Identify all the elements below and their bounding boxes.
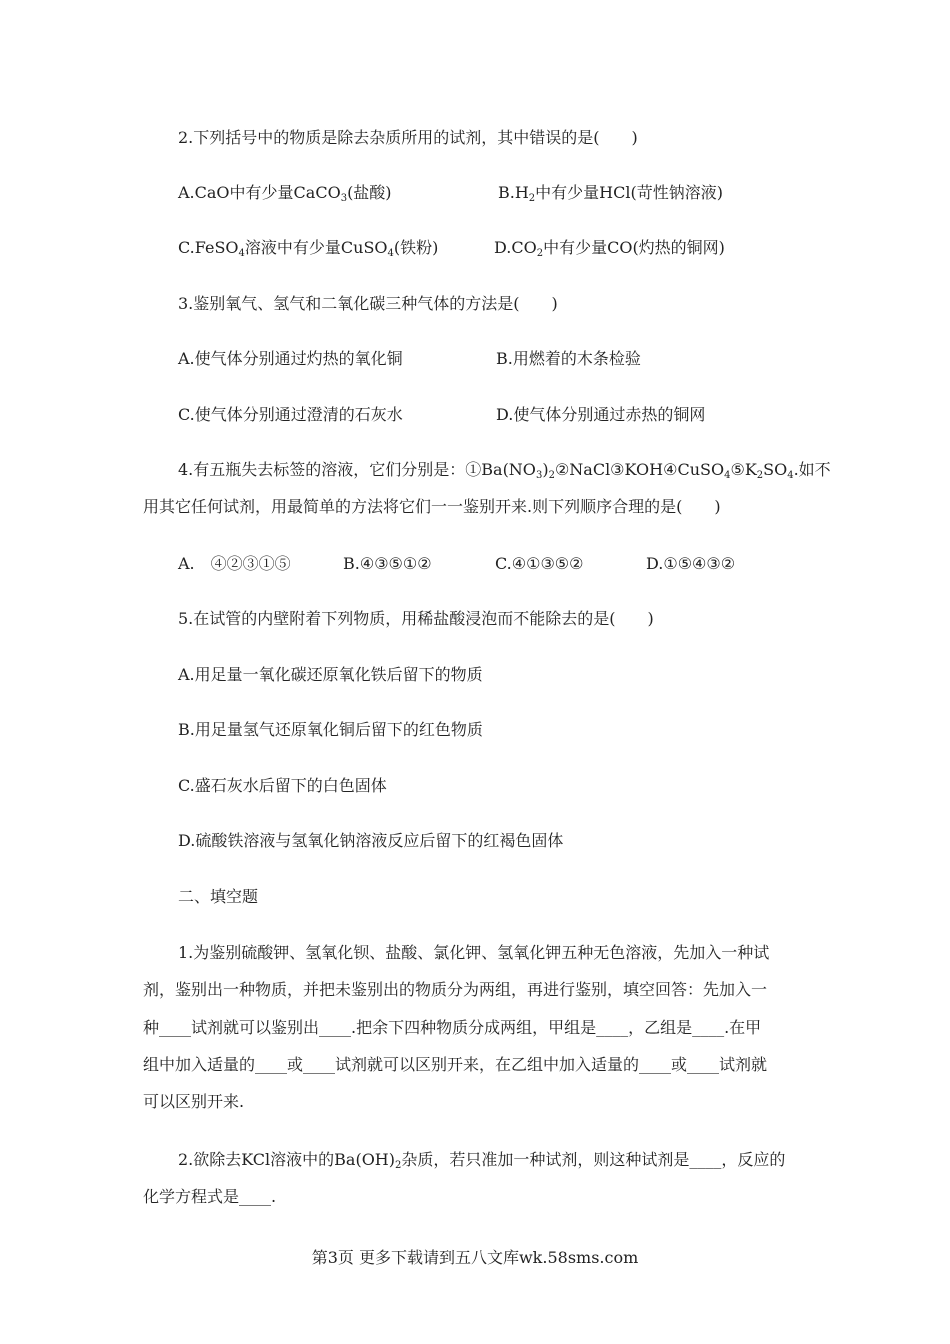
q4-option-a: A. ④②③①⑤ bbox=[178, 554, 291, 573]
q2-option-b: $B.H_2$中有少量HCl(苛性钠溶液) bbox=[498, 183, 723, 204]
q3-option-a: A.使气体分别通过灼热的氧化铜 bbox=[178, 349, 403, 368]
f1-line2: 剂，鉴别出一种物质，并把未鉴别出的物质分为两组，再进行鉴别，填空回答：先加入一 bbox=[143, 980, 768, 999]
q4-stem-line2: 用其它任何试剂，用最简单的方法将它们一一鉴别开来.则下列顺序合理的是( ) bbox=[143, 497, 721, 516]
q4-stem-line1: 4.有五瓶失去标签的溶液，它们分别是：$①Ba(NO_3)_2②NaCl③KOH④CuSO_4⑤K_2SO_4$.如不 bbox=[178, 460, 831, 481]
q5-option-d: D.硫酸铁溶液与氢氧化钠溶液反应后留下的红褐色固体 bbox=[178, 831, 564, 850]
f1-line1: 1.为鉴别硫酸钾、氢氧化钡、盐酸、氯化钾、氢氧化钾五种无色溶液，先加入一种试 bbox=[178, 943, 770, 962]
f1-line3: 种____试剂就可以鉴别出____.把余下四种物质分成两组，甲组是____，乙组是____.在甲 bbox=[143, 1018, 762, 1037]
q4-option-d: D.①⑤④③② bbox=[646, 554, 736, 573]
q5-stem: 5.在试管的内壁附着下列物质，用稀盐酸浸泡而不能除去的是( ) bbox=[178, 609, 654, 628]
q2-option-c: C.FeSO$_4$溶液中有少量CuSO$_4$(铁粉) bbox=[178, 238, 439, 259]
q2-option-a: A.CaO中有少量CaCO$_3$(盐酸) bbox=[178, 183, 392, 204]
f1-line4: 组中加入适量的____或____试剂就可以区别开来，在乙组中加入适量的____或____试剂就 bbox=[143, 1055, 768, 1074]
q5-option-b: B.用足量氢气还原氧化铜后留下的红色物质 bbox=[178, 720, 483, 739]
f1-line5: 可以区别开来. bbox=[143, 1092, 245, 1111]
section-heading: 二、填空题 bbox=[178, 887, 259, 906]
q2-stem: 2.下列括号中的物质是除去杂质所用的试剂，其中错误的是( ) bbox=[178, 128, 638, 147]
q3-option-b: B.用燃着的木条检验 bbox=[496, 349, 641, 368]
q3-option-d: D.使气体分别通过赤热的铜网 bbox=[496, 405, 706, 424]
q5-option-a: A.用足量一氧化碳还原氧化铁后留下的物质 bbox=[178, 665, 483, 684]
f2-line2: 化学方程式是____. bbox=[143, 1187, 277, 1206]
q4-option-c: C.④①③⑤② bbox=[495, 554, 584, 573]
q4-option-b: B.④③⑤①② bbox=[343, 554, 432, 573]
q2-option-d: $D.CO_2$中有少量CO(灼热的铜网) bbox=[494, 238, 725, 259]
q5-option-c: C.盛石灰水后留下的白色固体 bbox=[178, 776, 387, 795]
q3-option-c: C.使气体分别通过澄清的石灰水 bbox=[178, 405, 403, 424]
q3-stem: 3.鉴别氧气、氢气和二氧化碳三种气体的方法是( ) bbox=[178, 294, 558, 313]
f2-line1: 2.欲除去KCl溶液中的$Ba(OH)_2$杂质，若只准加一种试剂，则这种试剂是____，反应的 bbox=[178, 1150, 786, 1171]
page-footer: 第3页 更多下载请到五八文库wk.58sms.com bbox=[311, 1248, 639, 1267]
